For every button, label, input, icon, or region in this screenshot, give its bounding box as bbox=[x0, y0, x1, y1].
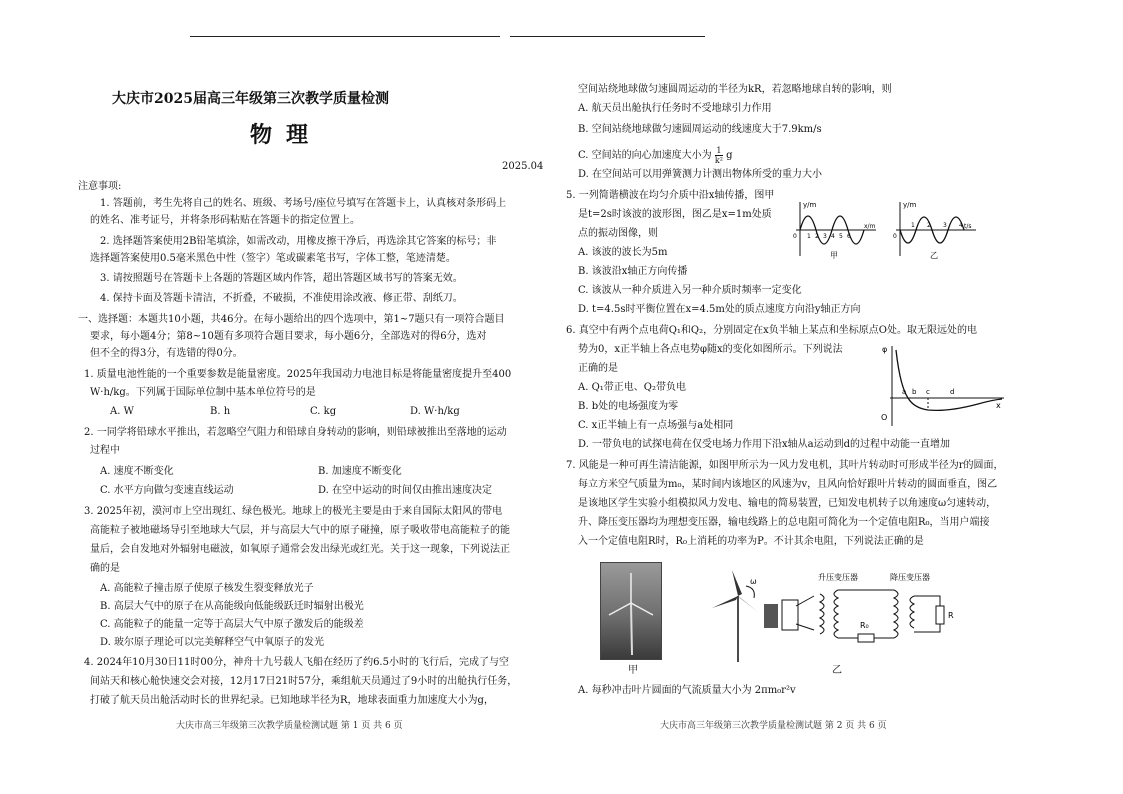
y-axis-label: y/m bbox=[903, 201, 917, 209]
option-a: A. 速度不断变化 bbox=[100, 466, 174, 477]
exam-title: 大庆市2025届高三年级第三次教学质量检测 bbox=[112, 91, 389, 107]
figure-caption: 乙 bbox=[832, 665, 842, 676]
tick-label: 3 bbox=[823, 233, 827, 240]
rotation-arrow bbox=[746, 586, 754, 598]
subject-title: 物理 bbox=[250, 122, 323, 148]
point-label: a bbox=[902, 388, 907, 396]
question-4-stem: 打破了航天员出舱活动时长的世界纪录。已知地球半径为R，地球表面重力加速度大小为g， bbox=[90, 695, 494, 706]
right-page bbox=[562, 0, 1123, 794]
potential-graph bbox=[878, 342, 1008, 428]
question-1-stem: 1. 质量电池性能的一个重要参数是能量密度。2025年我国动力电池目标是将能量密度提升至400 bbox=[84, 369, 512, 380]
question-7-stem: 7. 风能是一种可再生清洁能源，如图甲所示为一风力发电机，其叶片转动时可形成半径为r的圆面， bbox=[566, 460, 1004, 471]
question-3-stem: 高能粒子被地磁场导引至地球大气层，并与高层大气中的原子碰撞，原子吸收带电高能粒子的能 bbox=[90, 525, 510, 536]
notice-line: 4. 保持卡面及答题卡清洁，不折叠，不破损，不准使用涂改液、修正带、刮纸刀。 bbox=[100, 293, 463, 304]
x-axis-label: t/s bbox=[964, 223, 972, 230]
question-2-stem: 2. 一同学将铅球水平推出，若忽略空气阻力和铅球自身转动的影响，则铅球被推出至落地的运动 bbox=[84, 427, 507, 438]
tick-label: 0 bbox=[793, 233, 797, 240]
option-a: A. 该波的波长为5m bbox=[578, 247, 668, 258]
notice-line: 1. 答题前，考生先将自己的姓名、班级、考场号/座位号填写在答题卡上，认真核对条形码上 bbox=[100, 198, 507, 209]
question-7-stem: 是该地区学生实验小组模拟风力发电、输电的简易装置，已知发电机转子以角速度ω匀速转动， bbox=[578, 498, 997, 509]
option-a: A. 航天员出舱执行任务时不受地球引力作用 bbox=[578, 103, 772, 114]
page-footer: 大庆市高三年级第三次教学质量检测试题 第 2 页 共 6 页 bbox=[660, 721, 887, 731]
question-3-stem: 3. 2025年初，漠河市上空出现红、绿色极光。地球上的极光主要是由于来自国际太阳风的带电 bbox=[84, 506, 503, 517]
tick-label: 1 bbox=[911, 222, 915, 229]
option-a: A. 高能粒子撞击原子使原子核发生裂变释放光子 bbox=[100, 583, 314, 594]
fraction-denominator: k² bbox=[714, 156, 723, 165]
question-4-stem: 4. 2024年10月30日11时00分，神舟十九号载人飞船在经历了约6.5小时的飞行后，完成了与空 bbox=[84, 657, 509, 668]
option-c: C. 水平方向做匀变速直线运动 bbox=[100, 485, 234, 496]
option-c-text: C. 空间站的向心加速度大小为 bbox=[578, 150, 712, 161]
wave-graph-jia bbox=[790, 198, 880, 260]
option-c: C. 该波从一种介质进入另一种介质时频率一定变化 bbox=[578, 285, 802, 296]
axis-label-origin: O bbox=[881, 413, 888, 422]
option-b: B. 空间站绕地球做匀速圆周运动的线速度大于7.9km/s bbox=[578, 124, 822, 135]
label-down-transformer: 降压变压器 bbox=[890, 573, 930, 582]
option-a: A. Q₁带正电、Q₂带负电 bbox=[578, 382, 686, 393]
option-b: B. 加速度不断变化 bbox=[318, 466, 402, 477]
question-4-stem: 间站天和核心舱快速交会对接，12月17日21时57分，乘组航天员通过了9小时的出舱执行任务， bbox=[90, 676, 518, 687]
exam-date: 2025.04 bbox=[502, 161, 544, 172]
tick-label: 0 bbox=[893, 233, 897, 240]
axis-label-phi: φ bbox=[882, 345, 888, 354]
option-d: D. 一带负电的试探电荷在仅受电场力作用下沿x轴从a运动到d的过程中动能一直增加 bbox=[578, 439, 951, 450]
option-d: D. 玻尔原子理论可以完美解释空气中氧原子的发光 bbox=[100, 637, 325, 648]
notice-line: 3. 请按照题号在答题卡上各题的答题区域内作答，超出答题区域书写的答案无效。 bbox=[100, 273, 463, 284]
figure-caption: 乙 bbox=[930, 251, 938, 260]
question-1-stem: W·h/kg。下列属于国际单位制中基本单位符号的是 bbox=[90, 387, 316, 398]
down-transformer-secondary bbox=[910, 596, 914, 628]
option-a: A. 每秒冲击叶片圆面的气流质量大小为 2πm₀r²v bbox=[578, 685, 796, 696]
point-label: b bbox=[912, 388, 917, 396]
left-page bbox=[0, 0, 561, 794]
tick-label: 2 bbox=[927, 222, 931, 229]
generator-magnet bbox=[764, 604, 778, 628]
notice-line: 的姓名、准考证号，并将条形码粘贴在答题卡的指定位置上。 bbox=[90, 215, 360, 226]
tick-label: 4 bbox=[959, 222, 963, 229]
option-c: C. 高能粒子的能量一定等于高层大气中原子激发后的能级差 bbox=[100, 619, 364, 630]
option-c bbox=[578, 146, 733, 165]
resistor-r0 bbox=[858, 634, 874, 642]
gravity-symbol: g bbox=[726, 150, 733, 161]
figure-caption: 甲 bbox=[830, 251, 838, 260]
question-2-stem: 过程中 bbox=[90, 445, 120, 456]
resistor-r bbox=[936, 606, 944, 624]
option-b: B. h bbox=[210, 406, 231, 417]
question-5-stem: 是t=2s时该波的波形图，图乙是x=1m处质 bbox=[578, 209, 772, 220]
power-transmission-diagram bbox=[708, 566, 968, 666]
question-6-stem: 正确的是 bbox=[578, 363, 618, 374]
section-instructions: 但不全的得3分，有选错的得0分。 bbox=[90, 348, 243, 359]
point-label: d bbox=[950, 388, 955, 396]
tick-label: 6 bbox=[847, 233, 851, 240]
vibration-graph-yi bbox=[890, 198, 980, 260]
page-footer: 大庆市高三年级第三次教学质量检测试题 第 1 页 共 6 页 bbox=[176, 721, 403, 731]
notice-heading: 注意事项: bbox=[78, 181, 122, 192]
notice-line: 选择题答案使用0.5毫米黑色中性（签字）笔或碳素笔书写，字体工整，笔迹清楚。 bbox=[90, 253, 456, 264]
tick-label: 4 bbox=[831, 233, 835, 240]
wind-turbine-photo bbox=[600, 562, 662, 660]
axis-label-x: x bbox=[996, 401, 1001, 410]
fraction bbox=[715, 146, 723, 165]
potential-curve bbox=[896, 350, 1002, 410]
tick-label: 1 bbox=[807, 233, 811, 240]
y-axis-label: y/m bbox=[803, 201, 817, 209]
question-4-cont: 空间站绕地球做匀速圆周运动的半径为kR，若忽略地球自转的影响，则 bbox=[578, 84, 892, 95]
option-c: C. kg bbox=[310, 406, 337, 417]
figure-caption: 甲 bbox=[628, 665, 638, 676]
down-transformer-primary bbox=[894, 590, 898, 638]
tick-label: 5 bbox=[839, 233, 843, 240]
option-d: D. t=4.5s时平衡位置在x=4.5m处的质点速度方向沿y轴正方向 bbox=[578, 304, 861, 315]
wind-turbine-icon bbox=[601, 563, 661, 659]
up-transformer-secondary bbox=[834, 590, 838, 638]
question-7-stem: 入一个定值电阻R时，R₀上消耗的功率为P。不计其余电阻，下列说法正确的是 bbox=[578, 536, 924, 547]
r-label: R bbox=[948, 611, 954, 620]
fraction-numerator: 1 bbox=[716, 146, 722, 155]
question-1-options bbox=[110, 406, 510, 417]
label-up-transformer: 升压变压器 bbox=[818, 573, 858, 582]
option-c: C. x正半轴上有一点场强与a处相同 bbox=[578, 420, 734, 431]
coil-terminal bbox=[796, 596, 814, 630]
tick-label: 3 bbox=[943, 222, 947, 229]
question-5-stem: 点的振动图像，则 bbox=[578, 228, 658, 239]
option-b: B. 该波沿x轴正方向传播 bbox=[578, 266, 688, 277]
section-instructions: 一、选择题：本题共10小题，共46分。在每小题给出的四个选项中，第1~7题只有一项符合题目 bbox=[78, 314, 505, 325]
up-transformer-primary bbox=[820, 594, 824, 634]
generator-coil bbox=[782, 600, 798, 630]
question-3-stem: 量后，会自发地对外辐射电磁波，如氧原子通常会发出绿光或红光。关于这一现象，下列说法正 bbox=[90, 544, 510, 555]
option-d: D. 在空中运动的时间仅由推出速度决定 bbox=[318, 485, 493, 496]
question-6-stem: 势为0，x正半轴上各点电势φ随x的变化如图所示。下列说法 bbox=[578, 344, 843, 355]
question-7-stem: 每立方米空气质量为m₀，某时间内该地区的风速为v，且风向恰好跟叶片转动的圆面垂直，图乙 bbox=[578, 479, 998, 490]
option-b: B. b处的电场强度为零 bbox=[578, 401, 679, 412]
omega-label: ω bbox=[750, 577, 757, 586]
point-label: c bbox=[926, 388, 930, 396]
notice-line: 2. 选择题答案使用2B铅笔填涂，如需改动，用橡皮擦干净后，再选涂其它答案的标号；非 bbox=[100, 236, 497, 247]
option-d: D. 在空间站可以用弹簧测力计测出物体所受的重力大小 bbox=[578, 169, 823, 180]
question-3-stem: 确的是 bbox=[90, 563, 120, 574]
question-7-stem: 升、降压变压器均为理想变压器，输电线路上的总电阻可简化为一个定值电阻R₀，当用户端接 bbox=[578, 517, 990, 528]
option-a: A. W bbox=[110, 406, 134, 417]
section-instructions: 要求，每小题4分；第8~10题有多项符合题目要求，每小题6分，全部选对的得6分，选对 bbox=[90, 331, 487, 342]
question-6-stem: 6. 真空中有两个点电荷Q₁和Q₂，分别固定在x负半轴上某点和坐标原点O处。取无限远处的电 bbox=[566, 325, 977, 336]
question-5-stem: 5. 一列简谐横波在均匀介质中沿x轴传播，图甲 bbox=[566, 190, 775, 201]
option-b: B. 高层大气中的原子在从高能级向低能级跃迁时辐射出极光 bbox=[100, 601, 364, 612]
option-d: D. W·h/kg bbox=[410, 406, 460, 417]
tick-label: 2 bbox=[815, 233, 819, 240]
r0-label: R₀ bbox=[860, 621, 869, 630]
x-axis-label: x/m bbox=[864, 223, 876, 230]
